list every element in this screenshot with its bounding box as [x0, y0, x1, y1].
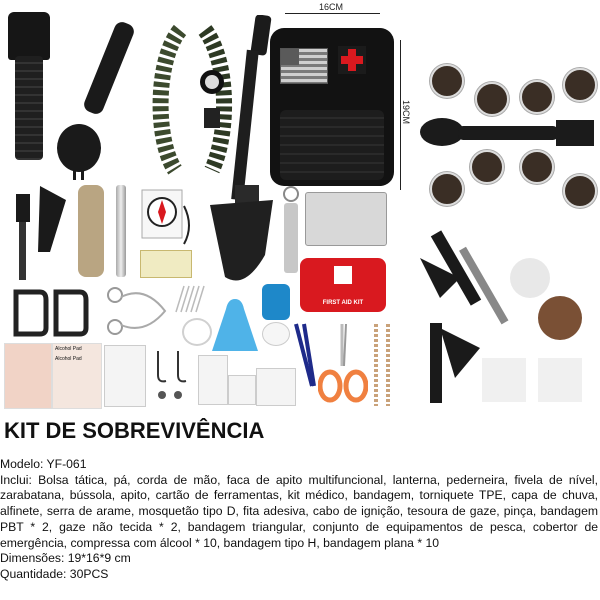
detail-zoom-1 [430, 64, 464, 98]
fishing-kit [148, 345, 196, 405]
detail-zoom-6 [470, 150, 504, 184]
bandage-pack [4, 343, 52, 409]
gauze-pack [104, 345, 146, 407]
model-line: Modelo: YF-061 [0, 457, 87, 471]
tourniquet [262, 284, 290, 320]
emergency-blanket [198, 355, 228, 405]
bag-height-label: 19CM [401, 100, 411, 125]
detail-zoom-4 [563, 68, 597, 102]
fire-starter-detail [410, 218, 595, 408]
alcohol-pad-label-right: Alcohol Pad [55, 356, 82, 362]
adhesive-tape [262, 322, 290, 346]
tactical-bag [270, 28, 398, 188]
pbt-bandage-pack [256, 368, 296, 406]
fire-sticks [140, 250, 192, 278]
first-aid-kit [300, 258, 386, 312]
bag-width-line [285, 13, 380, 14]
first-aid-label: FIRST AID KIT [322, 300, 364, 306]
alcohol-pad-label-left: Alcohol Pad [55, 346, 82, 352]
spork-tool [55, 20, 145, 180]
level-buckle [78, 185, 104, 277]
detail-zoom-7 [520, 150, 554, 184]
compass [138, 186, 196, 246]
bag-width-label: 16CM [319, 2, 344, 12]
includes-line: Inclui: Bolsa tática, pá, corda de mão, faca de apito multifuncional, lanterna, pederneira, fivela de nível, zarabatana, bússola, apito, cartão de ferramentas, kit médico, bandagem, torniquete TPE, capa de chuva, alfinete, serra de arame, mosquetão tipo D, fita adesiva, cabo de ignição, tesoura de gaze, pinça, bandagem PBT * 2, gaze não tecida * 2, bandagem triangular, conjunto de equipamentos de pesca, cobertor de emergência, compressa com álcool * 10, bandagem tipo H, bandagem plana * 10 [0, 472, 598, 550]
plaster-pack [228, 375, 256, 405]
safety-pins [172, 282, 206, 316]
detail-zoom-8 [563, 174, 597, 208]
flashlight [8, 12, 50, 162]
whistle [280, 185, 302, 275]
alcohol-pad-pack [52, 343, 102, 409]
detail-zoom-3 [520, 80, 554, 114]
dimensions-line: Dimensões: 19*16*9 cm [0, 551, 131, 566]
product-details [0, 457, 598, 583]
quantity-line: Quantidade: 30PCS [0, 566, 109, 581]
product-title: KIT DE SOBREVIVÊNCIA [4, 418, 265, 443]
ferro-rod [10, 182, 70, 282]
detail-zoom-5 [430, 172, 464, 206]
scissors [318, 320, 368, 408]
blowgun-straw [116, 185, 126, 277]
tool-card [305, 192, 387, 246]
tinder-cords [368, 322, 398, 408]
detail-zoom-2 [475, 82, 509, 116]
fishing-line [182, 318, 212, 346]
rain-poncho [210, 295, 260, 355]
d-carabiners [10, 288, 90, 338]
wire-saw [105, 285, 170, 340]
folding-shovel [205, 15, 280, 295]
